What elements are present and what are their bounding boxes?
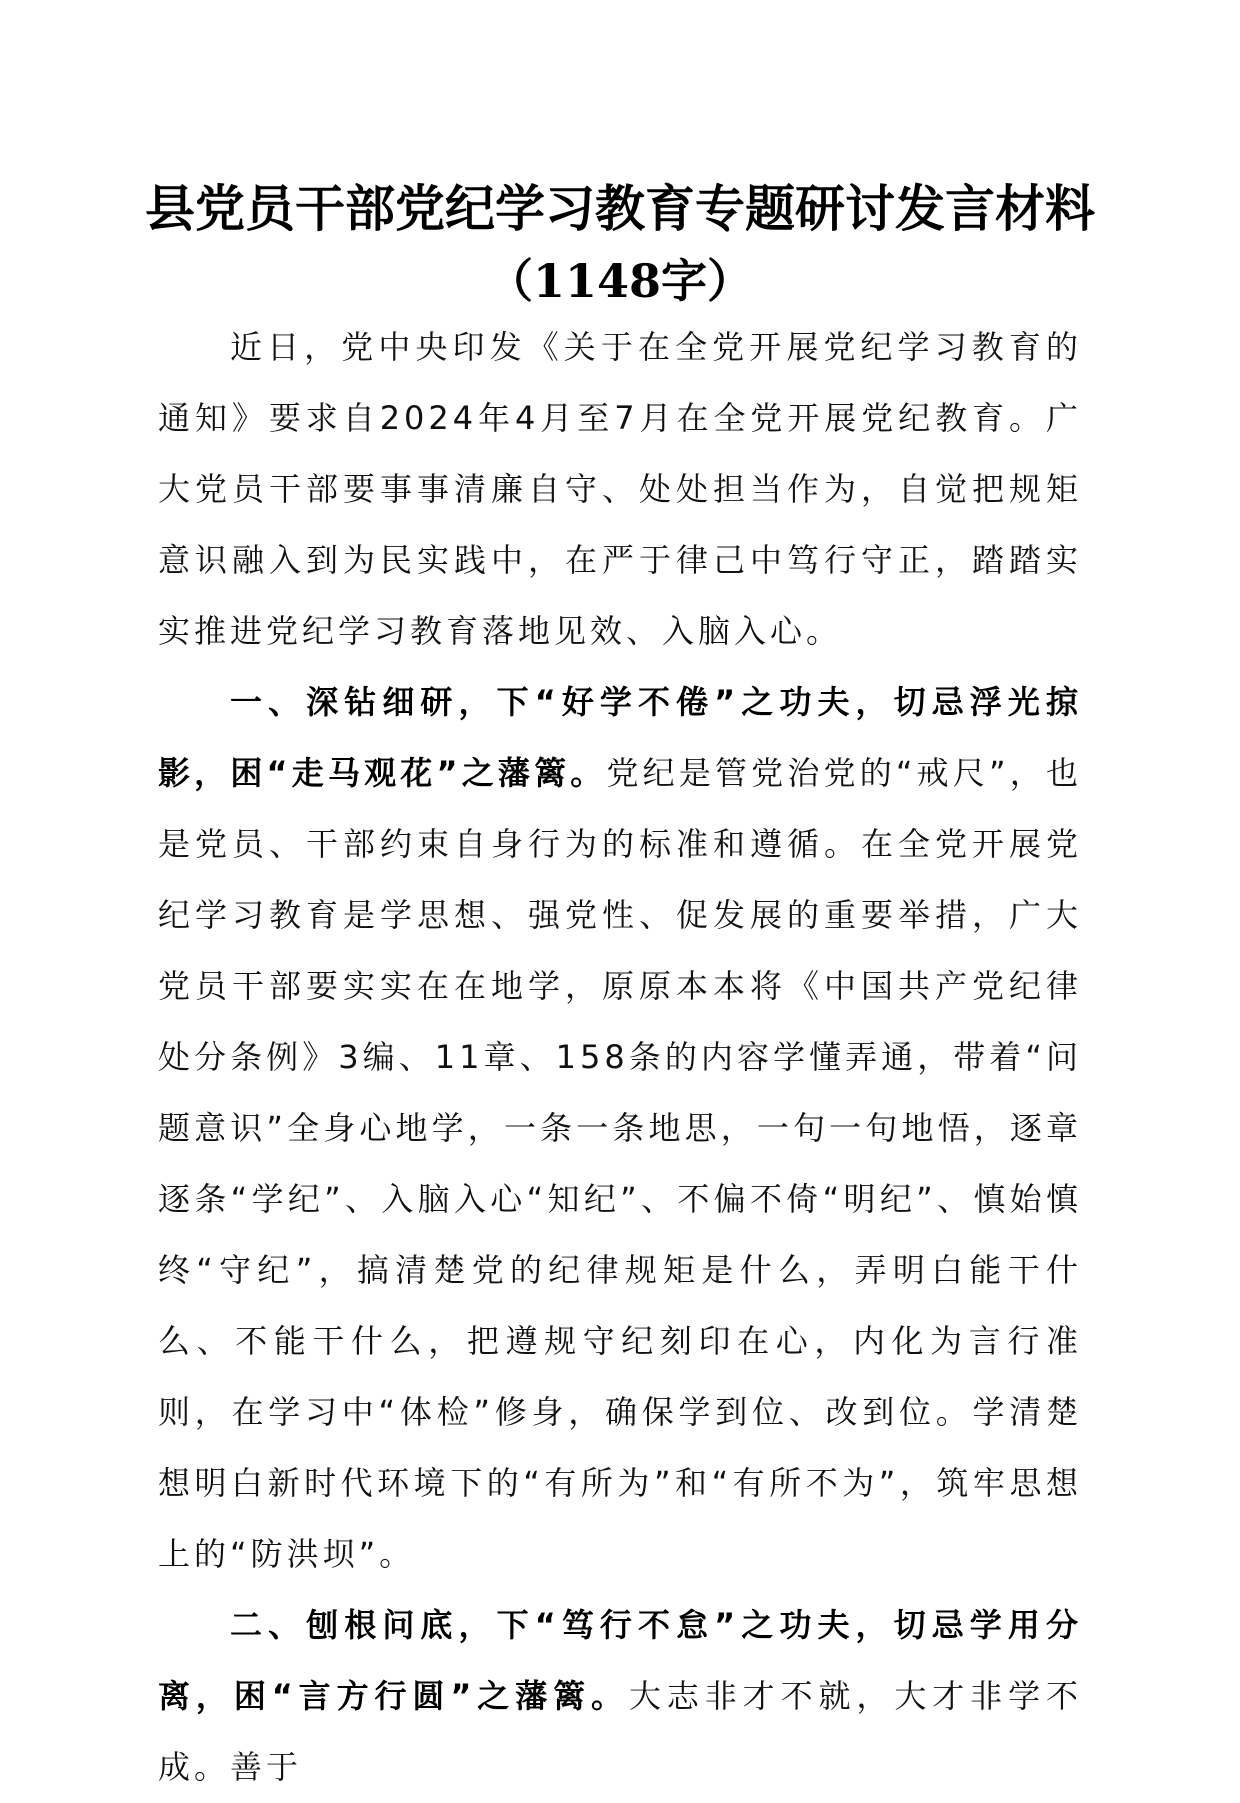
document-body	[158, 312, 1082, 1803]
paragraph-text: 党纪是管党治党的“戒尺”，也是党员、干部约束自身行为的标准和遵循。在全党开展党纪学习教育是学思想、强党性、促发展的重要举措，广大党员干部要实实在在地学，原原本本将《中国共产党纪律处分条例》3编、11章、158条的内容学懂弄通，带着“问题意识”全身心地学，一条一条地思，一句一句地悟，逐章逐条“学纪”、入脑入心“知纪”、不偏不倚“明纪”、慎始慎终“守纪”，搞清楚党的纪律规矩是什么，弄明白能干什么、不能干什么，把遵规守纪刻印在心，内化为言行准则，在学习中“体检”修身，确保学到位、改到位。学清楚想明白新时代环境下的“有所为”和“有所不为”，筑牢思想上的“防洪坝”。	[158, 754, 1082, 1573]
paragraph-text: 近日，党中央印发《关于在全党开展党纪学习教育的通知》要求自2024年4月至7月在全党开展党纪教育。广大党员干部要事事清廉自守、处处担当作为，自觉把规矩意识融入到为民实践中，在严于律己中笃行守正，踏踏实实推进党纪学习教育落地见效、入脑入心。	[158, 328, 1082, 650]
intro-paragraph	[158, 312, 1082, 667]
section-two-paragraph	[158, 1590, 1082, 1803]
section-heading: 二、刨根问底，下“笃行不怠”之功夫，切忌学用分离，困“言方行圆”之藩篱。	[158, 1606, 1082, 1715]
document-subtitle: （1148字）	[486, 254, 754, 308]
paragraph-text: 大志非才不就，大才非学不成。善于	[158, 1677, 1082, 1786]
section-one-paragraph	[158, 667, 1082, 1590]
section-heading: 一、深钻细研，下“好学不倦”之功夫，切忌浮光掠影，困“走马观花”之藩篱。	[158, 683, 1082, 792]
document-title: 县党员干部党纪学习教育专题研讨发言材料	[145, 179, 1095, 238]
